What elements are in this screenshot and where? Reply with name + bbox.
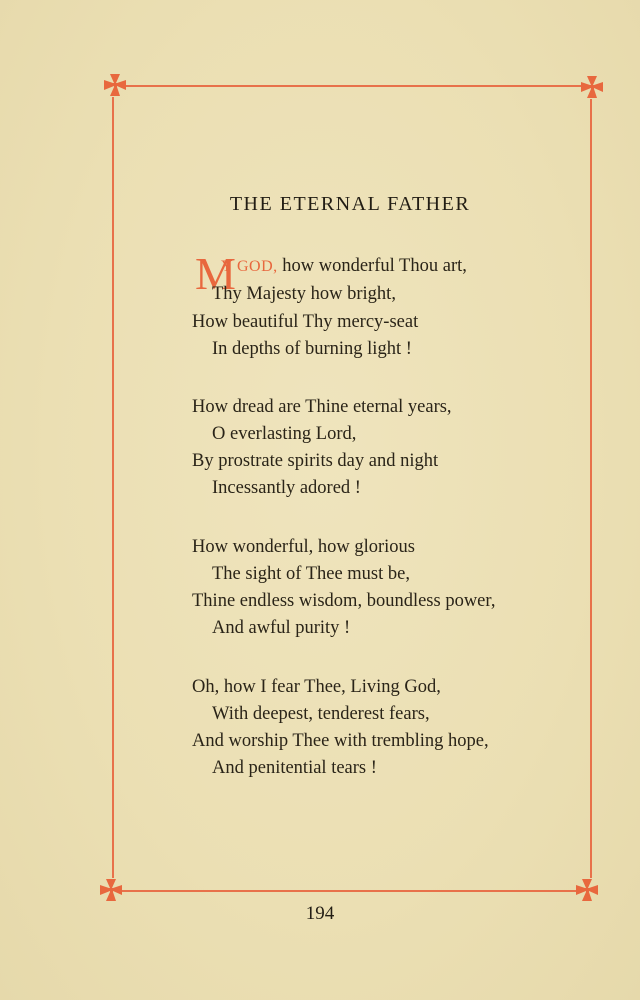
poem-line: O everlasting Lord, xyxy=(212,424,357,444)
poem-line: Thine endless wisdom, boundless power, xyxy=(192,591,496,611)
poem-line: How dread are Thine eternal years, xyxy=(192,397,452,417)
poem-line: With deepest, tenderest fears, xyxy=(212,704,430,724)
page-number: 194 xyxy=(305,903,335,924)
poem-line: The sight of Thee must be, xyxy=(212,564,410,584)
poem-line: Incessantly adored ! xyxy=(212,478,361,498)
poem-line: Thy Majesty how bright, xyxy=(212,284,396,304)
poem-title: THE ETERNAL FATHER xyxy=(229,193,471,215)
poem-line: By prostrate spirits day and night xyxy=(192,451,439,471)
poem-line: And awful purity ! xyxy=(212,618,351,638)
cross-pattee-icon xyxy=(581,76,603,98)
poem-line: Oh, how I fear Thee, Living God, xyxy=(192,677,441,697)
poem-line: In depths of burning light ! xyxy=(212,339,412,359)
cross-pattee-icon xyxy=(100,879,122,901)
poem-line: Y GOD, how wonderful Thou art, xyxy=(221,256,467,276)
poem-line: How wonderful, how glorious xyxy=(192,537,416,557)
border-rule-bottom xyxy=(122,890,578,892)
poem-line: And worship Thee with trembling hope, xyxy=(192,731,489,751)
cross-pattee-icon xyxy=(576,879,598,901)
first-words-smallcaps: Y GOD, xyxy=(221,258,278,275)
poem-line: How beautiful Thy mercy-seat xyxy=(192,312,419,332)
border-rule-top xyxy=(124,85,582,87)
poem-line: And penitential tears ! xyxy=(212,758,377,778)
drop-cap: M xyxy=(195,248,236,299)
cross-pattee-icon xyxy=(104,74,126,96)
